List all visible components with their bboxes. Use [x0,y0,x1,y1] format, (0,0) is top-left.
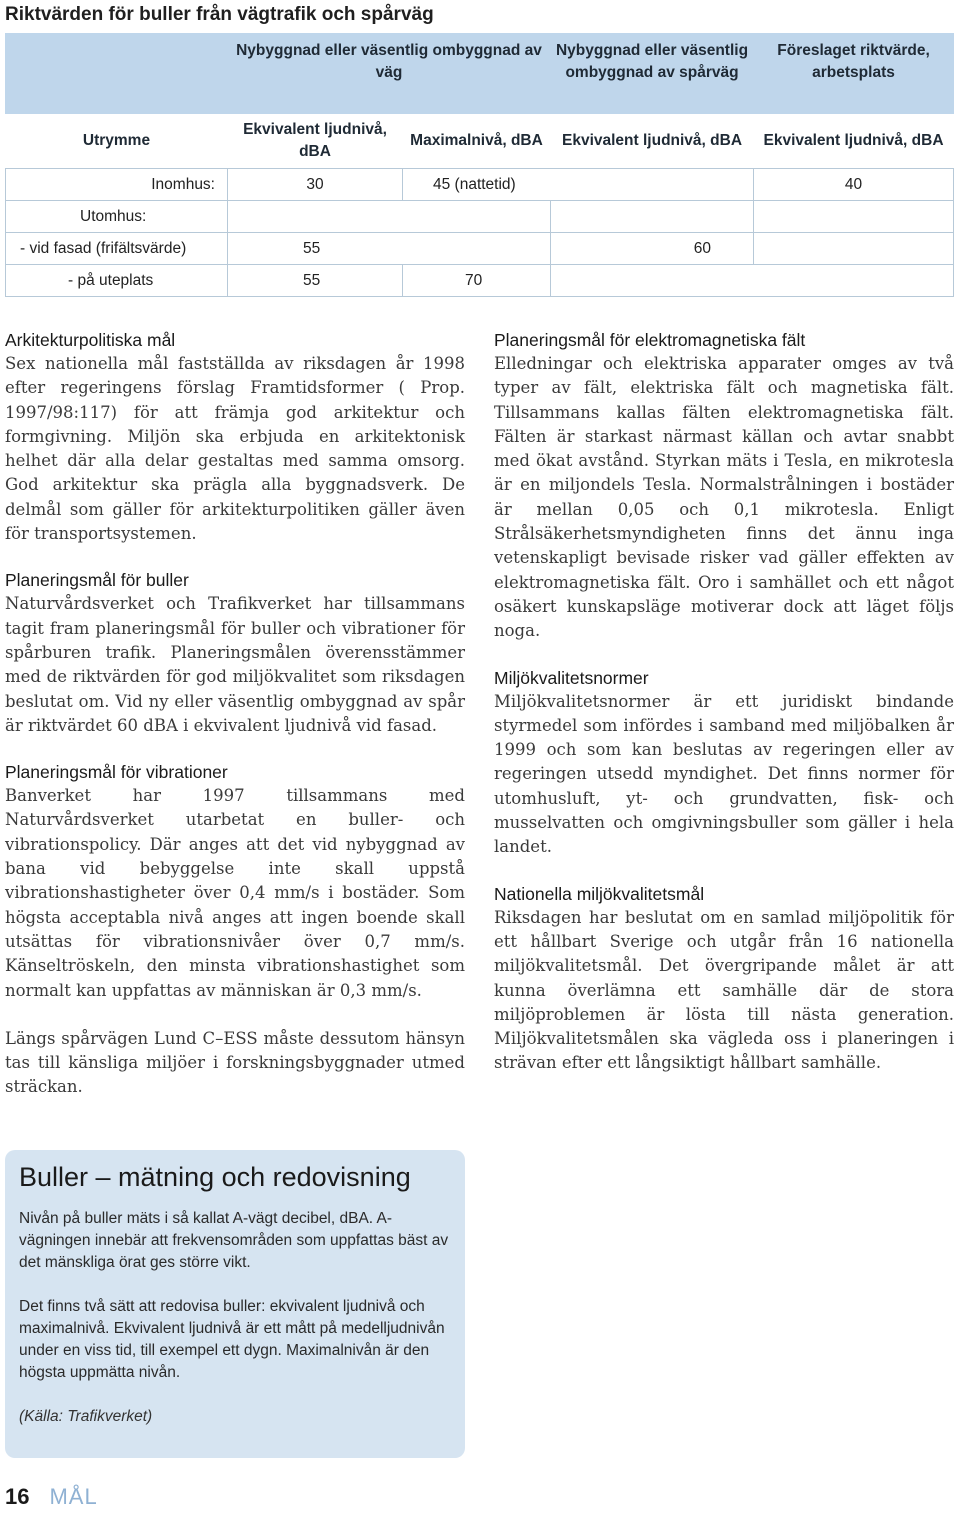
section-heading: Planeringsmål för vibrationer [5,762,228,783]
table-cell: 60 [551,233,754,265]
table-header: Maximalnivå, dBA [403,114,551,169]
page-title: Riktvärden för buller från vägtrafik och spårväg [5,4,434,25]
section-text: Sex nationella mål fastställda av riksdagen år 1998 efter regeringens förslag Framtidsformer ( Prop. 1997/98:117) för att främja god arkitektur och formgivning. Miljön ska erbjuda en arkitektonisk helhet där alla delar gestaltas med samma omsorg. God arkitektur ska prägla alla byggnadsverk. De delmål som gäller för arkitekturpolitiken gäller även för transportsystemen. [5,354,465,544]
section-text: Elledningar och elektriska apparater omges av två typer av fält, elektriska fält och magnetiska fält. Tillsammans kallas fälten elektromagnetiska fält. Fälten är starkast närmast källan och avtar snabbt med ökat avstånd. Styrkan mäts i Tesla, en mikrotesla är en miljondels Tesla. Normalstrålningen i bostäder är mellan 0,05 och 0,1 mikrotesla. Enligt Strålsäkerhetsmyndigheten finns det ännu inga vetenskapligt bevisade risker vad gäller effekten av elektromagnetiska fält. Oro i samhället och ett något osäkert kunskapsläge motiverar dock att läget följs noga. [494,354,954,641]
table-cell [754,201,954,233]
table-header: Ekvivalent ljudnivå, dBA [228,114,403,169]
table-header: Ekvivalent ljudnivå, dBA [754,114,954,169]
table-cell-label: - vid fasad (frifältsvärde) [6,233,228,265]
table-cell-label: Utomhus: [6,201,228,233]
table-group-workplace: Föreslaget riktvärde, arbetsplats [754,34,954,114]
table-group-row [6,34,954,114]
table-row [6,265,954,297]
right-column [494,328,954,1098]
section-em-fields [494,328,954,644]
section-noise-goals [5,568,465,738]
box-text: Nivån på buller mäts i så kallat A-vägt decibel, dBA. A-vägningen innebär att frekvensområden som uppfattas bäst av det mänskliga örat ges större vikt. [19,1210,449,1271]
page-number: 16 [5,1484,30,1509]
table-group-empty [6,34,228,114]
section-heading: Planeringsmål för elektromagnetiska fält [494,330,806,350]
section-text: Miljökvalitetsnormer är ett juridiskt bindande styrmedel som infördes i samband med miljöbalken år 1999 och som kan beslutas av regeringen eller av regeringen utsedd myndighet. Det finns normer för utomhusluft, yt- och grundvatten, fisk- och musselvatten och omgivningsbuller som gäller i hela landet. [494,691,954,857]
section-text: Riksdagen har beslutat om en samlad miljöpolitik för ett hållbart Sverige och utgår från 16 nationella miljökvalitetsmål. Det övergripande målet är att kunna överlämna ett samhälle där de stora miljöproblemen är lösta till nästa generation. Miljökvalitetsmålen ska vägleda oss i planeringen i strävan efter ett långsiktigt hållbart samhälle. [494,907,954,1073]
table-cell [754,233,954,265]
table-header-row [6,114,954,169]
table-header: Ekvivalent ljudnivå, dBA [551,114,754,169]
section-vibration-goals [5,760,465,1100]
section-heading: Planeringsmål för buller [5,570,189,591]
page-footer [5,1484,98,1510]
table-cell [551,265,954,297]
section-text: Banverket har 1997 tillsammans med Naturvårdsverket utarbetat en buller- och vibrationspolicy. Där anges att det vid nybyggnad av bana vid bebyggelse inte skall uppstå vibrationshastigheter över 0,4 mm/s i bostäder. Som högsta acceptabla nivå anges att ingen boende skall utsättas för vibrationsnivåer över 0,7 mm/s. Känseltröskeln, den minsta vibrationshastighet som normalt kan uppfattas av människan är 0,3 mm/s. [5,786,465,1000]
left-column [5,328,465,1122]
table-row [6,201,954,233]
table-row [6,169,954,201]
section-name: MÅL [49,1484,98,1509]
section-architecture [5,328,465,546]
table-cell: 30 [228,169,403,201]
section-heading: Arkitekturpolitiska mål [5,330,176,350]
table-cell: 40 [754,169,954,201]
box-text: Det finns två sätt att redovisa buller: ekvivalent ljudnivå och maximalnivå. Ekvivalent ljudnivå är ett mått på medelljudnivån under en viss tid, till exempel ett dygn. Maximalnivån är den högsta uppmätta nivån. [19,1298,445,1381]
table-cell [228,201,551,233]
table-cell: 55 [228,265,403,297]
section-text: Naturvårdsverket och Trafikverket har tillsammans tagit fram planeringsmål för buller och vibrationer för spårburen trafik. Planeringsmålen överensstämmer med de riktvärden för god miljökvalitet som riksdagen beslutat om. Vid ny eller väsentlig ombyggnad av spår är riktvärdet 60 dBA i ekvivalent ljudnivå vid fasad. [5,594,465,735]
table-cell: 45 (nattetid) [403,169,754,201]
section-heading: Miljökvalitetsnormer [494,667,649,688]
table-cell-label: Inomhus: [6,169,228,201]
section-env-goals [494,882,954,1076]
table-group-road: Nybyggnad eller väsentlig ombyggnad av väg [228,34,551,114]
noise-guideline-table [5,33,954,297]
table-cell-label: - på uteplats [6,265,228,297]
table-cell [551,201,754,233]
box-heading: Buller – mätning och redovisning [19,1162,411,1192]
table-cell: 55 [228,233,551,265]
table-group-rail: Nybyggnad eller väsentlig ombyggnad av spårväg [551,34,754,114]
table-cell: 70 [403,265,551,297]
table-row [6,233,954,265]
section-text: Längs spårvägen Lund C–ESS måste dessutom hänsyn tas till känsliga miljöer i forskningsbyggnader utmed sträckan. [5,1028,465,1097]
table-header: Utrymme [6,114,228,169]
noise-info-box [5,1150,465,1458]
section-heading: Nationella miljökvalitetsmål [494,883,705,904]
section-env-norms [494,666,954,860]
box-source: (Källa: Trafikverket) [19,1408,153,1425]
